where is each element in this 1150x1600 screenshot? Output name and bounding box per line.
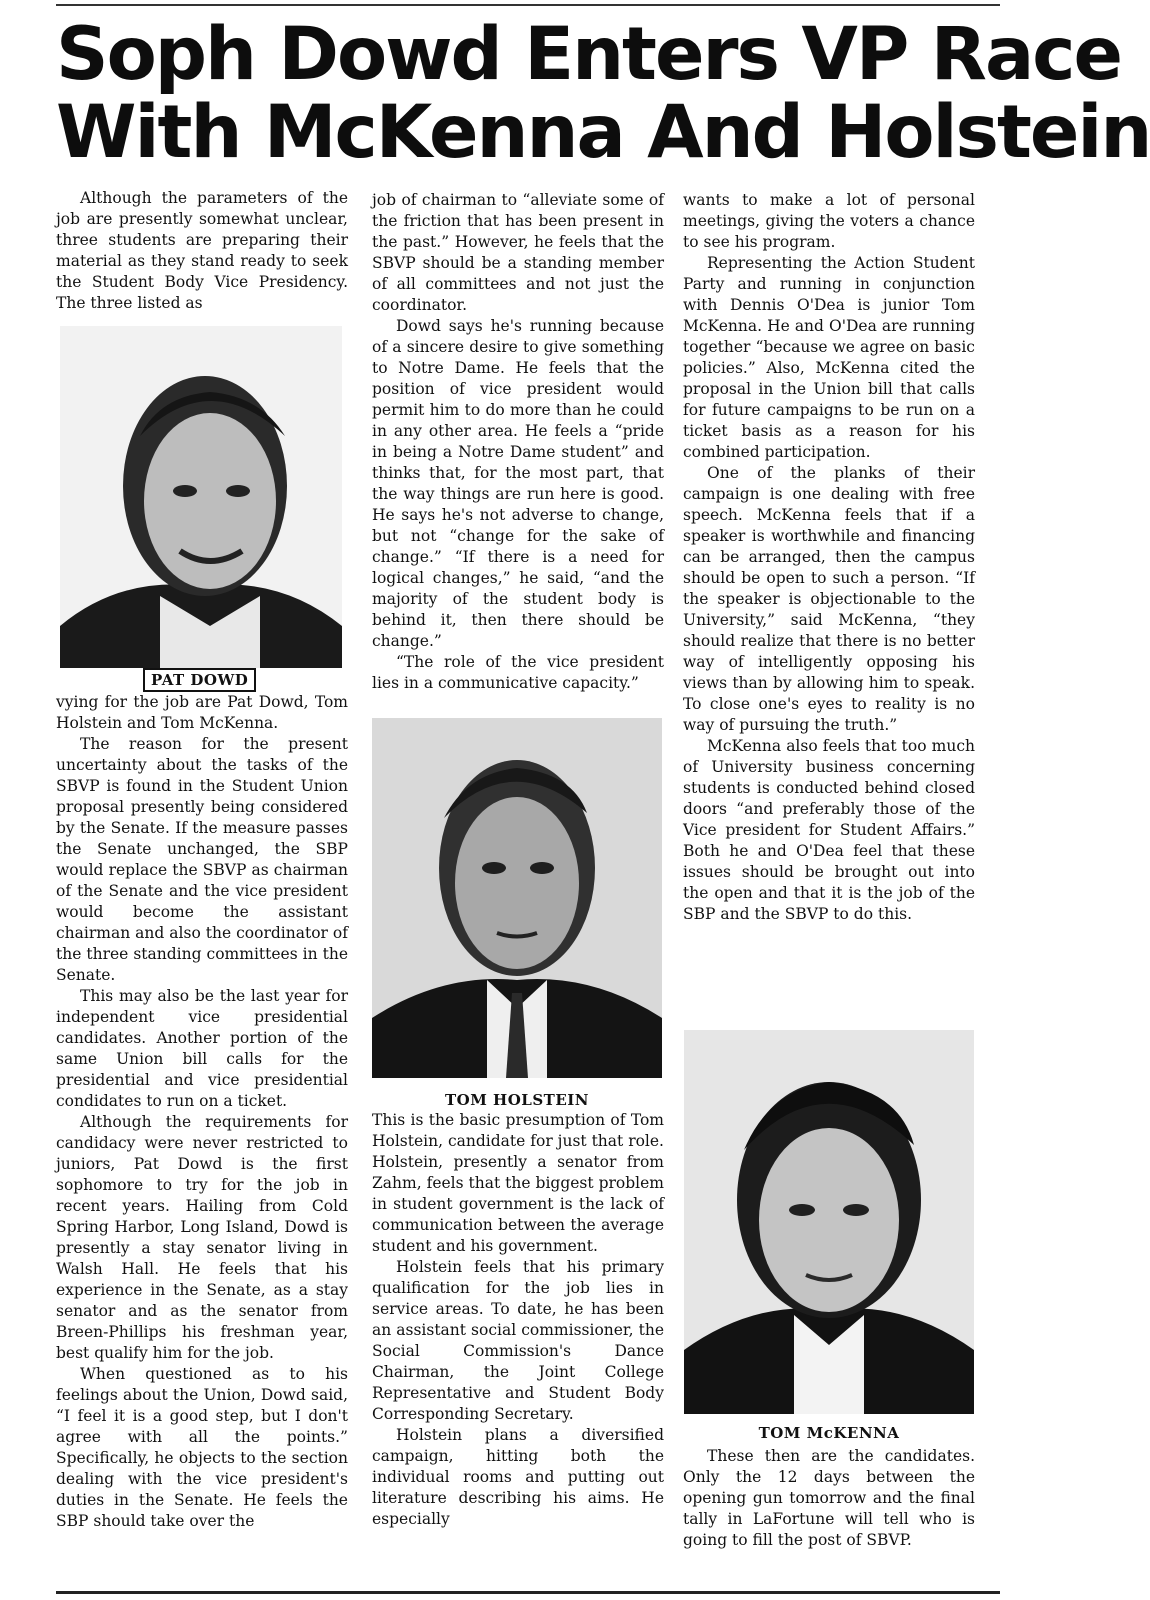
portrait-illustration [60,326,342,668]
paragraph: Representing the Action Student Party and running in conjunction with Dennis O'Dea is junior Tom McKenna. He and O'Dea are running together “because we agree on basic policies.” Also, McKenna cited the proposal in the Union bill that calls for future campaigns to be run on a ticket basis as a reason for his combined participation. [683,254,975,461]
caption-tom-holstein: TOM HOLSTEIN [445,1091,589,1109]
headline-line-1: Soph Dowd Enters VP Race [56,12,1122,97]
paragraph: “The role of the vice president lies in a communicative capacity.” [372,653,664,692]
paragraph: Dowd says he's running because of a sincere desire to give something to Notre Dame. He feels that the position of vice president would permit him to do more than he could in any other area. He feels a “pride in being a Notre Dame student” and thinks that, for the most part, that the way things are run here is good. He says he's not adverse to change, but not “change for the sake of change.” “If there is a need for logical changes,” he said, “and the majority of the student body is behind it, then there should be change.” [372,317,664,650]
headline-line-2: With McKenna And Holstein [56,90,1150,175]
photo-tom-mckenna [684,1030,974,1414]
paragraph: wants to make a lot of personal meetings, giving the voters a chance to see his program. [683,191,975,251]
paragraph: One of the planks of their campaign is one dealing with free speech. McKenna feels that if a speaker is worthwhile and financing can be arranged, then the campus should be open to such a person. “If the speaker is objectionable to the University,” said McKenna, “they should realize that there is no better way of intelligently opposing his views than by allowing him to speak. To close one's eyes to reality is no way of pursuing the truth.” [683,464,975,734]
paragraph: The reason for the present uncertainty about the tasks of the SBVP is found in the Student Union proposal presently being considered by the Senate. If the measure passes the Senate unchanged, the SBP would replace the SBVP as chairman of the Senate and the vice president would become the assistant chairman and also the coordinator of the three standing committees in the Senate. [56,735,348,984]
paragraph: Holstein plans a diversified campaign, hitting both the individual rooms and putting out literature describing his aims. He especially [372,1426,664,1528]
column-1-bottom [56,692,348,1532]
portrait-illustration [684,1030,974,1414]
column-3-top [683,190,975,925]
bottom-rule [56,1591,1000,1594]
column-2-bottom [372,1110,664,1530]
paragraph: This is the basic presumption of Tom Holstein, candidate for just that role. Holstein, presently a senator from Zahm, feels that the biggest problem in student government is the lack of communication between the average student and his government. [372,1111,664,1255]
portrait-illustration [372,718,662,1078]
paragraph: Although the parameters of the job are presently somewhat unclear, three students are preparing their material as they stand ready to seek the Student Body Vice Presidency. The three listed as [56,189,348,312]
paragraph: This may also be the last year for independent vice presidential candidates. Another portion of the same Union bill calls for the presidential and vice presidential condidates to run on a ticket. [56,987,348,1110]
top-rule [56,4,1000,6]
column-2-top [372,190,664,694]
paragraph: job of chairman to “alleviate some of the friction that has been present in the past.” However, he feels that the SBVP should be a standing member of all committees and not just the coordinator. [372,191,664,314]
paragraph: When questioned as to his feelings about the Union, Dowd said, “I feel it is a good step, but I don't agree with all the points.” Specifically, he objects to the section dealing with the vice president's duties in the Senate. He feels the SBP should take over the [56,1365,348,1530]
column-3-bottom [683,1446,975,1551]
photo-tom-holstein [372,718,662,1078]
headline [56,12,1150,175]
caption-tom-mckenna: TOM McKENNA [758,1424,900,1442]
column-1-top [56,188,348,314]
paragraph: These then are the candidates. Only the 12 days between the opening gun tomorrow and the final tally in LaFortune will tell who is going to fill the post of SBVP. [683,1447,975,1549]
photo-pat-dowd [60,326,342,668]
caption-pat-dowd: PAT DOWD [143,668,256,692]
paragraph: McKenna also feels that too much of University business concerning students is conducted behind closed doors “and preferably those of the Vice president for Student Affairs.” Both he and O'Dea feel that these issues should be brought out into the open and that it is the job of the SBP and the SBVP to do this. [683,737,975,923]
paragraph: Although the requirements for candidacy were never restricted to juniors, Pat Dowd is the first sophomore to try for the job in recent years. Hailing from Cold Spring Harbor, Long Island, Dowd is presently a stay senator living in Walsh Hall. He feels that his experience in the Senate, as a stay senator and as the senator from Breen-Phillips his freshman year, best qualify him for the job. [56,1113,348,1362]
paragraph: Holstein feels that his primary qualification for the job lies in service areas. To date, he has been an assistant social commissioner, the Social Commission's Dance Chairman, the Joint College Representative and Student Body Corresponding Secretary. [372,1258,664,1423]
paragraph: vying for the job are Pat Dowd, Tom Holstein and Tom McKenna. [56,693,348,732]
